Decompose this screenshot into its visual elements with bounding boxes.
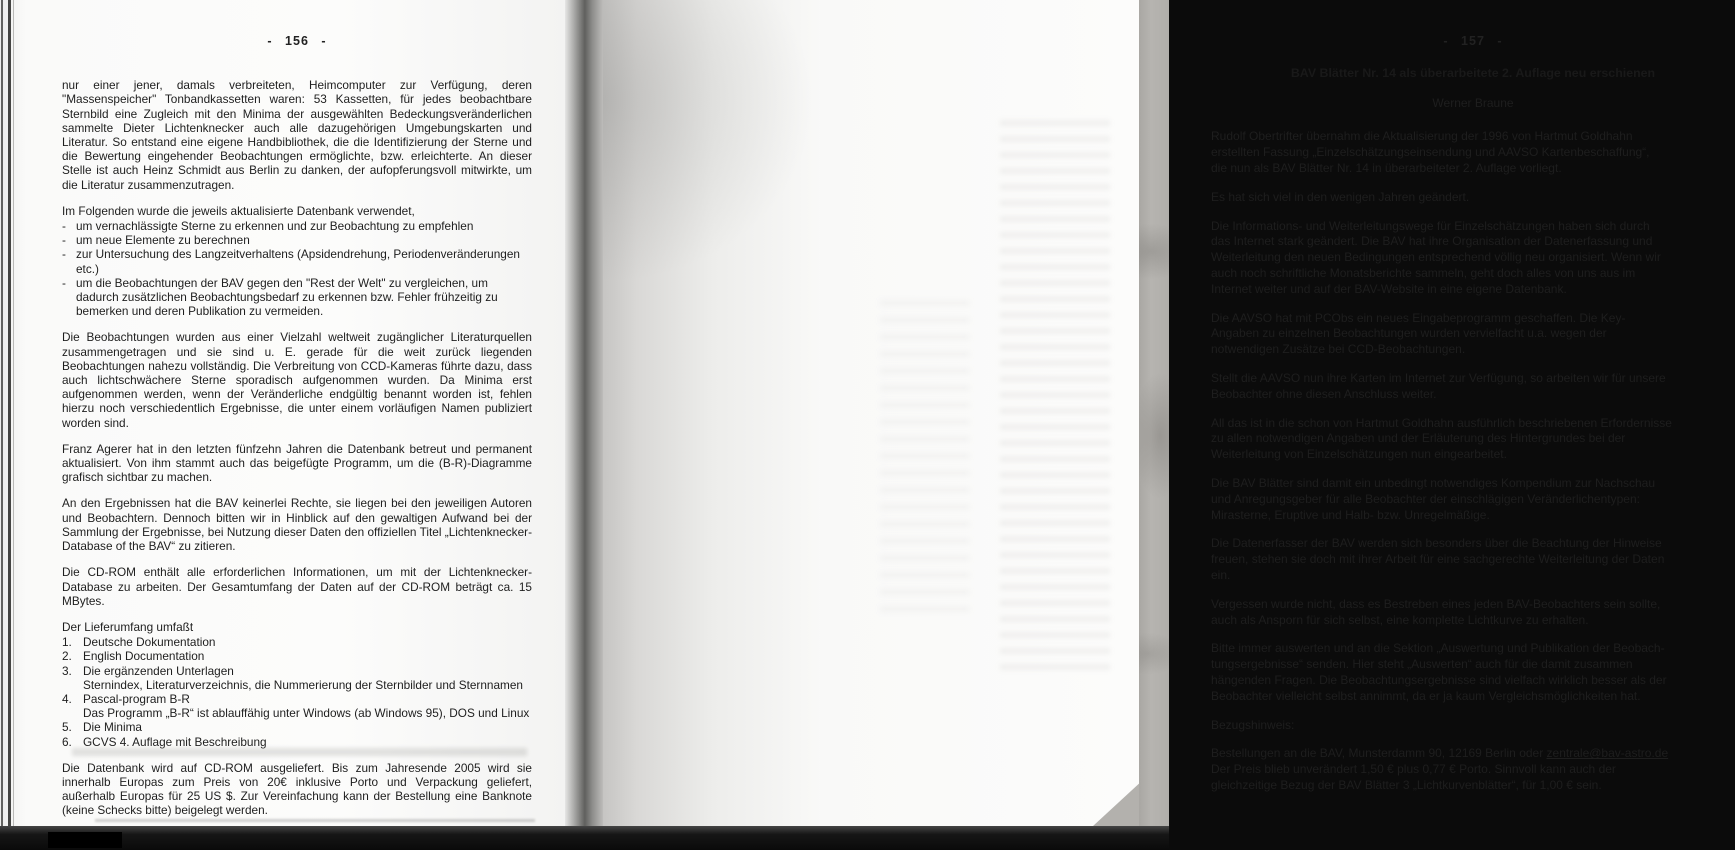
list-item bbox=[62, 735, 532, 749]
bullet-marker: - bbox=[62, 219, 66, 234]
item-number: 2. bbox=[62, 649, 72, 664]
bullet-item bbox=[62, 276, 532, 319]
article-title: BAV Blätter Nr. 14 als überarbeitete 2. Auflage neu erschienen bbox=[1290, 65, 1656, 80]
right-page-content bbox=[1211, 34, 1735, 807]
gutter-shadow bbox=[565, 0, 603, 836]
bullet-text: um neue Elemente zu berechnen bbox=[76, 233, 250, 248]
paragraph: Vergessen wurde nicht, dass es Bestreben eines jeden BAV-Beobachters sein sollte, auch als Ansporn für sich selbst, eine komplette Lichtkurve zu erhalten. bbox=[1211, 596, 1661, 627]
list-item bbox=[62, 664, 532, 692]
scanner-edge-line bbox=[13, 0, 14, 827]
left-page-content bbox=[62, 34, 532, 830]
list-item bbox=[62, 635, 532, 649]
paragraph: Es hat sich viel in den wenigen Jahren geändert. bbox=[1211, 189, 1470, 204]
scanner-edge-line bbox=[8, 0, 11, 827]
paragraph: Stellt die AAVSO nun ihre Karten im Internet zur Verfügung, so arbeiten wir für unsere Beobachter ohne diesen Anschluss weiter. bbox=[1211, 370, 1666, 401]
item-text: Deutsche Dokumentation bbox=[83, 635, 216, 650]
item-number: 4. bbox=[62, 691, 72, 706]
list-item bbox=[62, 720, 532, 734]
scanner-edge-line bbox=[1, 0, 3, 827]
delivery-scope-list bbox=[62, 620, 532, 749]
order-paragraph bbox=[1211, 746, 1735, 793]
item-number: 6. bbox=[62, 734, 72, 749]
paragraph: All das ist in die schon von Hartmut Goldhahn ausführlich beschriebenen Erfordernisse zu allen notwendigen Angaben und der Erläuterung des Hintergrundes bei der Weiterleitung von Einzelschätzungen nun eingearbeitet. bbox=[1211, 415, 1672, 462]
email-link[interactable]: zentrale@bav-astro.de bbox=[1546, 746, 1669, 761]
paragraph: Die AAVSO hat mit PCObs ein neues Eingabeprogramm geschaffen. Die Key- Angaben zu einzelnen Beobachtungen wurden vervielfacht u.a. wegen der notwendigen Zusätze bei CCD-Beobachtungen. bbox=[1211, 310, 1626, 357]
list-item bbox=[62, 649, 532, 663]
paragraph: Die Datenerfasser der BAV werden sich besonders über die Beachtung der Hinweise freuen, stehen sie doch mit ihrer Arbeit für eine sachgerechte Weiterleitung der Daten ein. bbox=[1211, 536, 1665, 582]
bottom-scan-band bbox=[0, 826, 1169, 850]
list-item bbox=[62, 692, 532, 720]
paragraph: Bitte immer auswerten und an die Sektion „Auswertung und Publikation der Beobach- tungsergebnisse“ senden. Hier steht „Auswerten“ auch für die damit zusammen hängenden Fragen. Die Beobachtungsergebnisse sind vielfach wirklich besser als der Beobachter vielleicht selbst annimmt, da er ja kaum Vergleichsmöglichkeiten hat. bbox=[1211, 641, 1667, 703]
paragraph: nur einer jener, damals verbreiteten, Heimcomputer zur Verfügung, deren "Massenspeicher" Tonbandkassetten waren: 53 Kassetten, für jedes beobachtbare Sternbild eine Zugleich mit den Minima der ausgewählten Bedeckungsveränderlichen sammelte Dieter Lichtenknecker auch alle dazugehörigen Umgebungskarten und Literatur. So entstand eine eigene Handbibliothek, die die Identifizierung der Sterne und die Bewertung eingehender Beobachtungen ermöglichte, bzw. erleichterte. An dieser Stelle ist auch Heinz Schmidt aus Berlin zu danken, der aufopferungsvoll mitwirkte, um die Literatur zusammenzutragen. bbox=[62, 78, 532, 192]
page-number-left: - 156 - bbox=[267, 34, 327, 48]
item-text: English Documentation bbox=[83, 649, 205, 664]
bullet-marker: - bbox=[62, 233, 66, 248]
item-number: 5. bbox=[62, 720, 72, 735]
order-text: Bestellungen an die BAV, Munsterdamm 90, 12169 Berlin oder bbox=[1211, 746, 1547, 761]
paragraph: Die Datenbank wird auf CD-ROM ausgeliefert. Bis zum Jahresende 2005 wird sie innerhalb Europas zum Preis von 20€ inklusive Porto und Verpackung geliefert, außerhalb Europas für 25 US $. Zur Vereinfachung kann der Bestellung eine Banknote (keine Schecks bitte) beigelegt werden. bbox=[62, 760, 532, 818]
paragraph: Die BAV Blätter sind damit ein unbedingt notwendiges Kompendium zur Nachschau und Anregungsgeber für alle Beobachter der einschlägigen Veränderlichentypen: Mirasterne, Eruptive und Halb- bzw. Unregelmäßige. bbox=[1211, 475, 1656, 522]
item-number: 1. bbox=[62, 635, 72, 650]
right-page bbox=[603, 0, 1672, 836]
bullet-marker: - bbox=[62, 247, 66, 262]
bullet-text: um vernachlässigte Sterne zu erkennen und zur Beobachtung zu empfehlen bbox=[76, 219, 474, 234]
paragraph: An den Ergebnissen hat die BAV keinerlei Rechte, sie liegen bei den jeweiligen Autoren und Beobachtern. Dennoch bitten wir in Hinblick auf den gewaltigen Aufwand bei der Sammlung der Ergebnisse, bei Nutzung dieser Daten den offiziellen Titel „Lichtenknecker-Database of the BAV“ zu zitieren. bbox=[62, 496, 532, 554]
article-author: Werner Braune bbox=[1432, 95, 1514, 110]
bullet-marker: - bbox=[62, 275, 66, 290]
item-subtext: Das Programm „B-R“ ist ablauffähig unter Windows (ab Windows 95), DOS und Linux bbox=[83, 706, 530, 721]
item-subtext: Sternindex, Literaturverzeichnis, die Nummerierung der Sternbilder und Sternnamen bbox=[83, 677, 523, 692]
paragraph: Die CD-ROM enthält alle erforderlichen Informationen, um mit der Lichtenknecker-Database zu arbeiten. Der Gesamtumfang der Daten auf der CD-ROM beträgt ca. 15 MBytes. bbox=[62, 565, 532, 608]
page-number-right: - 157 - bbox=[1443, 34, 1503, 48]
paragraph: Franz Agerer hat in den letzten fünfzehn Jahren die Datenbank betreut und permanent aktualisiert. Von ihm stammt auch das beigefügte Programm, um die (B-R)-Diagramme grafisch sichtbar zu machen. bbox=[62, 441, 532, 485]
bullet-list bbox=[62, 204, 532, 319]
bullet-item bbox=[62, 233, 532, 247]
item-number: 3. bbox=[62, 663, 72, 678]
bullet-list-intro: Im Folgenden wurde die jeweils aktualisierte Datenbank verwendet, bbox=[62, 203, 415, 218]
bullet-item bbox=[62, 247, 532, 275]
paragraph: Die Beobachtungen wurden aus einer Vielzahl weltweit zugänglicher Literaturquellen zusammengetragen und sie sind u. E. gerade für die weit zurück liegenden Beobachtungen nahezu vollständig. Die Verbreitung von CCD-Kameras führte dazu, dass auch lichtschwächere Sterne sporadisch aufgenommen wurden. Da Minima erst aufgenommen werden, wenn der Veränderliche endgültig benannt worden ist, fehlen hierzu noch verschiedentlich Ergebnisse, die unter einem vorläufigen Namen publiziert worden sind. bbox=[62, 330, 532, 430]
left-page bbox=[0, 0, 565, 827]
bullet-text: um die Beobachtungen der BAV gegen den "Rest der Welt" zu vergleichen, um dadurch zusätzlichen Beobachtungsbedarf zu erkennen bzw. Fehler frühzeitig zu bemerken und deren Publikation zu vermeiden. bbox=[76, 275, 498, 319]
item-text: GCVS 4. Auflage mit Beschreibung bbox=[83, 734, 267, 749]
side-scan-band bbox=[1139, 0, 1169, 838]
paragraph: Rudolf Obertrifter übernahm die Aktualisierung der 1996 von Hartmut Goldhahn erstellten Fassung „Einzelschätzungseinsendung und AAVSO Kartenbeschaffung“, die nun als BAV Blätter Nr. 14 in überarbeiteter 2. Auflage vorliegt. bbox=[1211, 129, 1650, 175]
item-text: Die ergänzenden Unterlagen bbox=[83, 663, 234, 678]
order-text-rest: Der Preis blieb unverändert 1,50 € plus 0,77 € Porto. Sinnvoll kann auch der gleichzeitige Bezug der BAV Blätter 3 „Lichtkurvenblätter“, für 1,00 € sein. bbox=[1211, 762, 1616, 792]
bullet-text: zur Untersuchung des Langzeitverhaltens (Apsidendrehung, Periodenveränderungen etc.) bbox=[76, 247, 520, 276]
dark-blotch bbox=[48, 832, 122, 848]
bullet-item bbox=[62, 219, 532, 233]
item-text: Die Minima bbox=[83, 720, 142, 735]
item-text: Pascal-program B-R bbox=[83, 691, 190, 706]
paragraph: Die Informations- und Weiterleitungswege für Einzelschätzungen haben sich durch das Internet stark geändert. Die BAV hat ihre Organisation der Datenerfassung und Weiterleitung den neuen Bedingungen entsprechend völlig neu organisiert. Wenn wir auch noch schriftliche Monatsberichte sammeln, geht doch alles von uns aus im Internet weiter und auf der BAV-Website in eine eigene Datenbank. bbox=[1211, 218, 1661, 296]
list-heading: Der Lieferumfang umfaßt bbox=[62, 619, 194, 634]
reference-heading: Bezugshinweis: bbox=[1211, 717, 1295, 732]
